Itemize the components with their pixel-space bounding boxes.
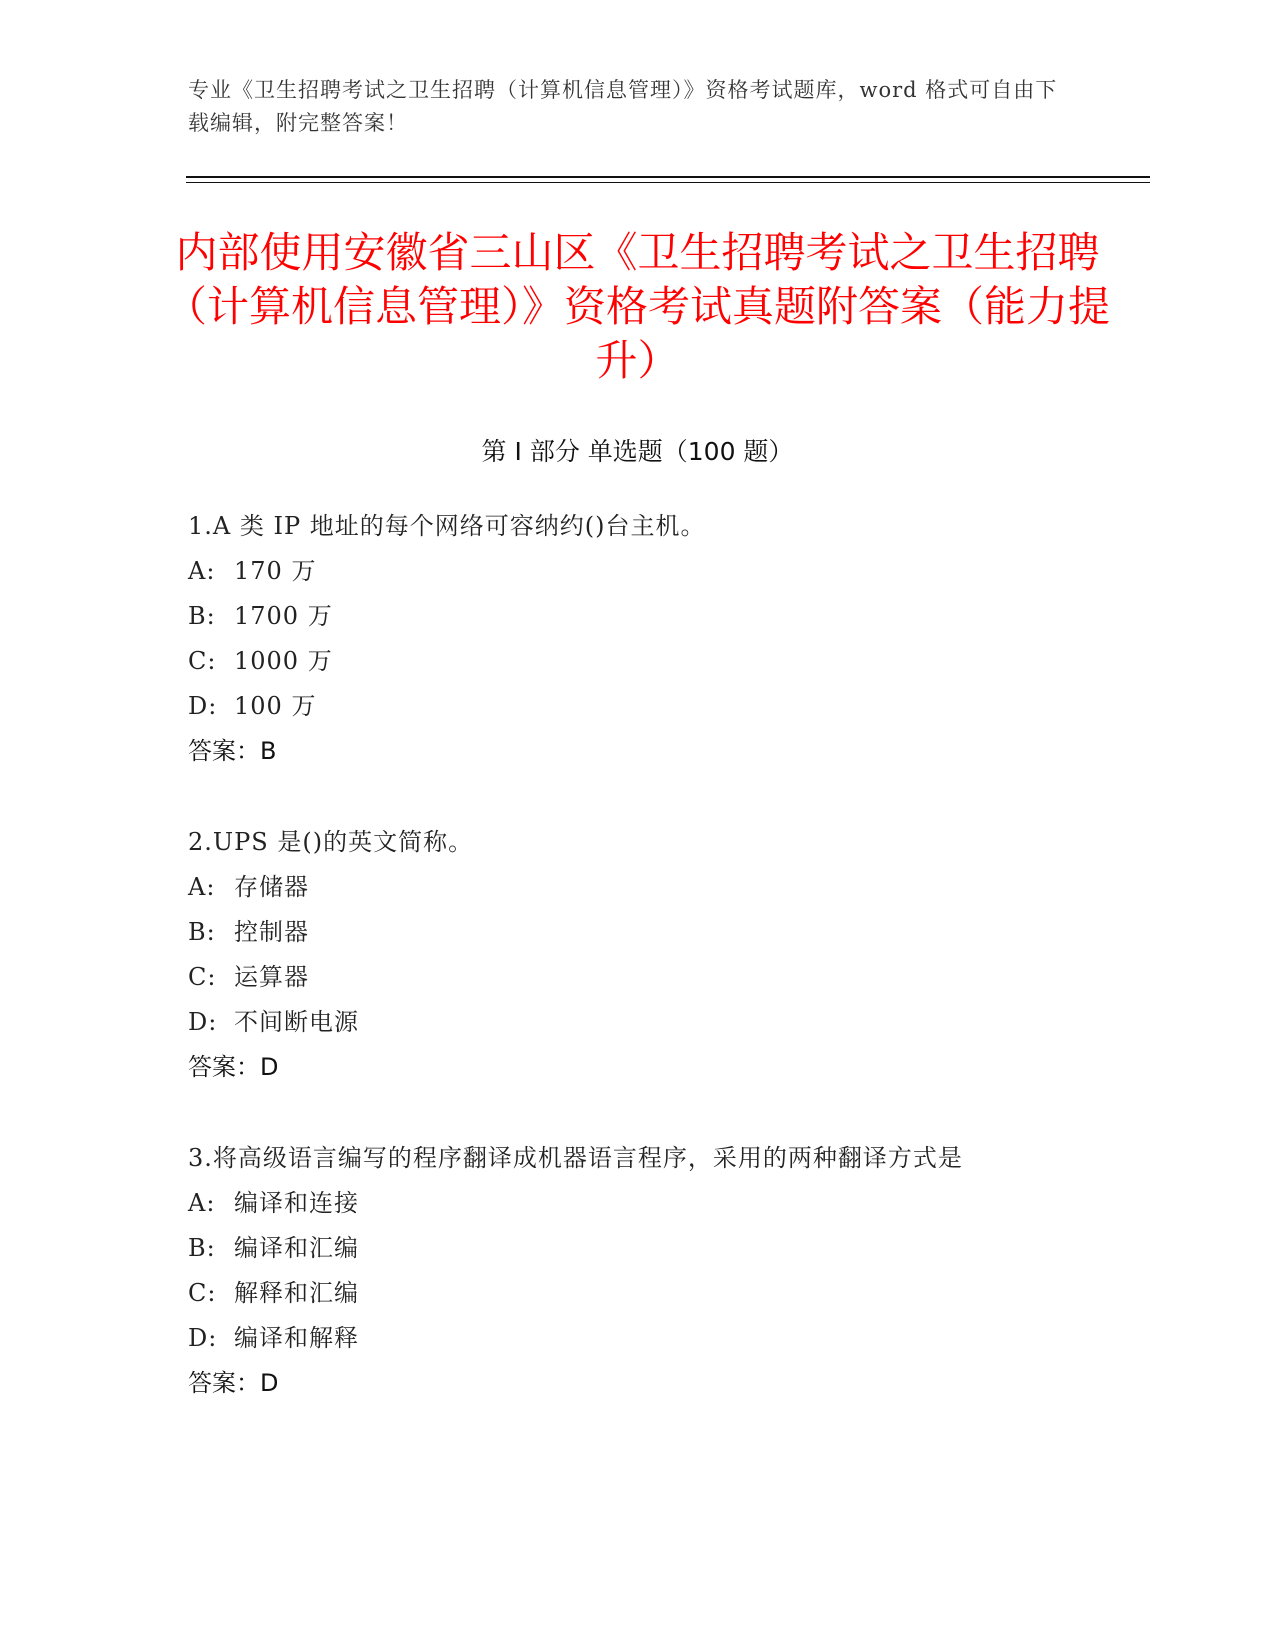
answer-line: 答案：B xyxy=(188,737,277,765)
option-letter: A: xyxy=(188,557,216,585)
option-a xyxy=(188,549,1088,594)
option-text: 编译和解释 xyxy=(234,1324,359,1352)
question-stem: 1.A 类 IP 地址的每个网络可容纳约()台主机。 xyxy=(188,512,706,540)
option-c xyxy=(188,1271,1088,1316)
option-d xyxy=(188,1316,1088,1361)
header-note: 专业《卫生招聘考试之卫生招聘（计算机信息管理）》资格考试题库，word 格式可自由下载编辑，附完整答案！ xyxy=(188,78,1058,135)
option-text: 控制器 xyxy=(234,918,309,946)
option-d xyxy=(188,684,1088,729)
option-b xyxy=(188,594,1088,639)
question-1 xyxy=(188,504,1088,774)
option-b xyxy=(188,1226,1088,1271)
option-letter: C: xyxy=(188,647,217,675)
option-text: 不间断电源 xyxy=(234,1008,359,1036)
header-divider-thin xyxy=(186,182,1150,183)
question-stem: 3.将高级语言编写的程序翻译成机器语言程序，采用的两种翻译方式是 xyxy=(188,1144,963,1172)
option-c xyxy=(188,639,1088,684)
option-b xyxy=(188,910,1088,955)
option-text: 编译和连接 xyxy=(234,1189,359,1217)
option-letter: B: xyxy=(188,602,216,630)
option-letter: A: xyxy=(188,873,216,901)
option-letter: C: xyxy=(188,963,217,991)
option-text: 170 万 xyxy=(234,557,317,585)
option-letter: D: xyxy=(188,1324,218,1352)
option-letter: D: xyxy=(188,692,218,720)
option-text: 1700 万 xyxy=(234,602,333,630)
question-stem: 2.UPS 是()的英文简称。 xyxy=(188,828,474,856)
option-d xyxy=(188,1000,1088,1045)
question-3 xyxy=(188,1136,1088,1406)
option-text: 运算器 xyxy=(234,963,309,991)
question-2 xyxy=(188,820,1088,1090)
option-letter: B: xyxy=(188,918,216,946)
section-heading: 第 I 部分 单选题（100 题） xyxy=(481,437,794,466)
document-title: 内部使用安徽省三山区《卫生招聘考试之卫生招聘（计算机信息管理）》资格考试真题附答案（能力提升） xyxy=(164,228,1110,385)
option-text: 1000 万 xyxy=(234,647,333,675)
option-text: 解释和汇编 xyxy=(234,1279,359,1307)
option-letter: C: xyxy=(188,1279,217,1307)
option-letter: B: xyxy=(188,1234,216,1262)
option-a xyxy=(188,865,1088,910)
answer-line: 答案：D xyxy=(188,1369,279,1397)
option-text: 存储器 xyxy=(234,873,309,901)
header-divider-thick xyxy=(186,176,1150,178)
option-text: 编译和汇编 xyxy=(234,1234,359,1262)
option-text: 100 万 xyxy=(234,692,317,720)
option-c xyxy=(188,955,1088,1000)
option-a xyxy=(188,1181,1088,1226)
answer-line: 答案：D xyxy=(188,1053,279,1081)
option-letter: D: xyxy=(188,1008,218,1036)
option-letter: A: xyxy=(188,1189,216,1217)
